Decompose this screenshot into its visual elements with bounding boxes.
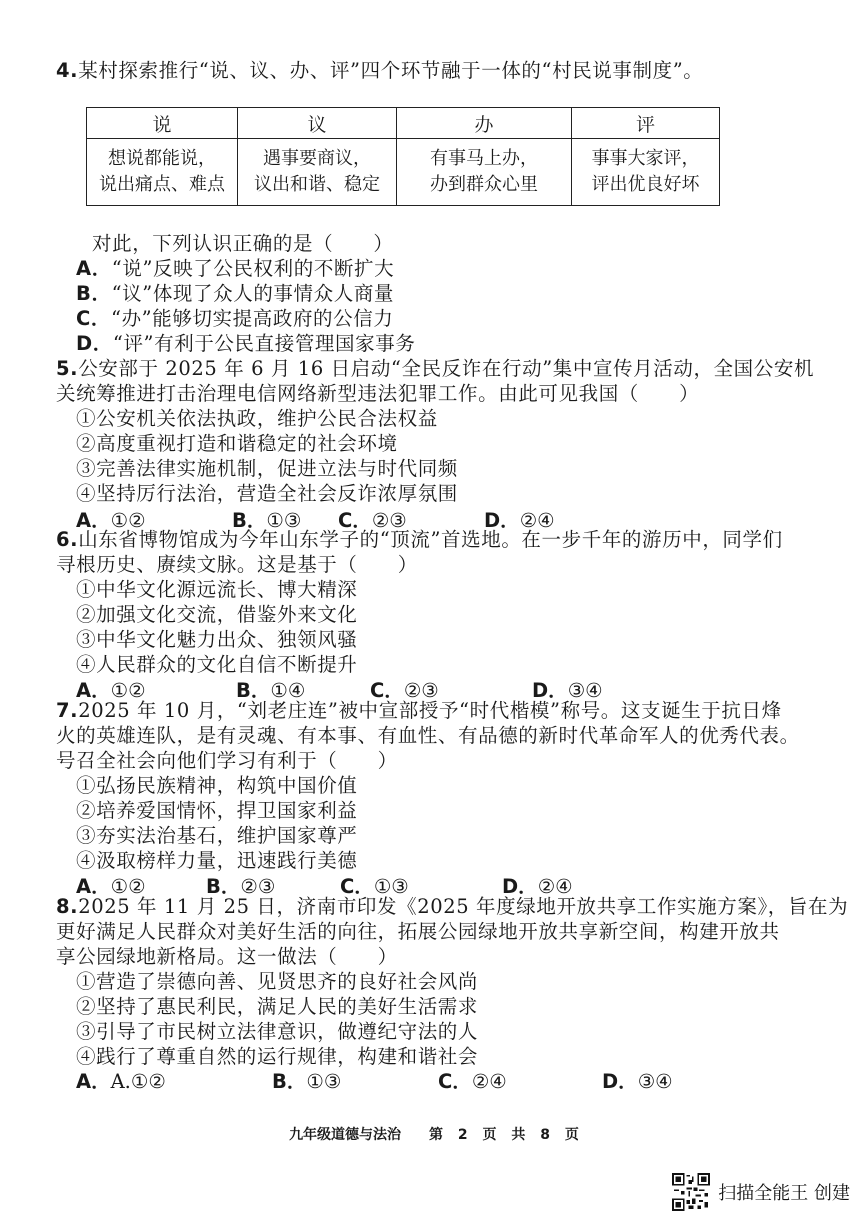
table-cell bbox=[87, 139, 238, 206]
option-letter: D． bbox=[484, 509, 520, 532]
answer-option[interactable] bbox=[76, 281, 394, 306]
choice-row bbox=[76, 1066, 776, 1091]
choice-d[interactable] bbox=[602, 1066, 673, 1094]
cell-line: 评出优良好坏 bbox=[591, 174, 700, 195]
village-rule-table bbox=[86, 107, 720, 206]
option-text: ③④ bbox=[567, 679, 603, 702]
table-row bbox=[87, 139, 720, 206]
table-header: 说 bbox=[87, 108, 238, 139]
option-text: “说”反映了公民权利的不断扩大 bbox=[111, 257, 395, 280]
table-header: 议 bbox=[238, 108, 397, 139]
cell-line: 说出痛点、难点 bbox=[99, 174, 225, 195]
option-letter: B． bbox=[272, 1070, 307, 1093]
option-letter: D． bbox=[76, 332, 113, 355]
option-text: “办”能够切实提高政府的公信力 bbox=[111, 307, 394, 330]
option-letter: B． bbox=[236, 679, 271, 702]
option-letter: C． bbox=[76, 307, 112, 330]
statement: ①营造了崇德向善、见贤思齐的良好社会风尚 bbox=[76, 970, 479, 993]
statement: ④人民群众的文化自信不断提升 bbox=[76, 653, 358, 676]
option-text: ①③ bbox=[306, 1070, 342, 1093]
option-text: A.①② bbox=[110, 1070, 166, 1093]
option-letter: B． bbox=[76, 282, 112, 305]
cell-line: 有事马上办， bbox=[430, 148, 538, 169]
option-letter: D． bbox=[602, 1070, 638, 1093]
question-text-line: 关统筹推进打击治理电信网络新型违法犯罪工作。由此可见我国（ ） bbox=[56, 382, 700, 405]
option-text: ②④ bbox=[471, 1070, 507, 1093]
question-text-line bbox=[56, 527, 826, 552]
answer-option[interactable] bbox=[76, 306, 393, 331]
statement: ②加强文化交流，借鉴外来文化 bbox=[76, 603, 358, 626]
table-cell bbox=[572, 139, 720, 206]
page-footer: 九年级道德与法治 第 2 页 共 8 页 bbox=[289, 1127, 579, 1143]
statement: ②高度重视打造和谐稳定的社会环境 bbox=[76, 432, 398, 455]
option-letter: B． bbox=[232, 509, 267, 532]
question-text: 山东省博物馆成为今年山东学子的“顶流”首选地。在一步千年的游历中，同学们 bbox=[78, 528, 783, 551]
question-text-line bbox=[56, 356, 826, 381]
watermark-text: 扫描全能王 创建 bbox=[718, 1183, 850, 1204]
option-text: ②④ bbox=[537, 875, 573, 898]
question-7 bbox=[56, 698, 826, 773]
question-4-prompt: 对此，下列认识正确的是（ ） bbox=[92, 232, 394, 255]
question-text: 2025 年 11 月 25 日，济南市印发《2025 年度绿地开放共享工作实施方案》，旨在为 bbox=[78, 895, 849, 918]
question-number: 8. bbox=[56, 895, 79, 918]
question-6 bbox=[56, 527, 826, 577]
option-text: ②④ bbox=[519, 509, 555, 532]
statement: ③引导了市民树立法律意识，做遵纪守法的人 bbox=[76, 1020, 479, 1043]
question-8 bbox=[56, 894, 849, 969]
question-text: 2025 年 10 月，“刘老庄连”被中宣部授予“时代楷模”称号。这支诞生于抗日烽 bbox=[78, 699, 782, 722]
choice-c[interactable] bbox=[438, 1066, 507, 1094]
option-text: ②③ bbox=[240, 875, 276, 898]
statement: ③中华文化魅力出众、独领风骚 bbox=[76, 628, 358, 651]
question-text: 公安部于 2025 年 6 月 16 日启动“全民反诈在行动”集中宣传月活动，全国公安机 bbox=[78, 357, 815, 380]
option-letter: D． bbox=[502, 875, 538, 898]
question-number: 5. bbox=[56, 357, 79, 380]
option-letter: C． bbox=[438, 1070, 472, 1093]
option-letter: C． bbox=[370, 679, 404, 702]
option-letter: A． bbox=[76, 679, 111, 702]
option-letter: A． bbox=[76, 1070, 111, 1093]
statement: ③完善法律实施机制，促进立法与时代同频 bbox=[76, 457, 458, 480]
question-text: 某村探索推行“说、议、办、评”四个环节融于一体的“村民说事制度”。 bbox=[78, 59, 704, 82]
option-letter: A． bbox=[76, 875, 111, 898]
table-cell bbox=[238, 139, 397, 206]
question-text-line: 号召全社会向他们学习有利于（ ） bbox=[56, 749, 398, 772]
question-text-line bbox=[56, 894, 849, 919]
answer-option[interactable] bbox=[76, 256, 394, 281]
option-text: ①③ bbox=[373, 875, 409, 898]
qr-code-icon bbox=[672, 1173, 710, 1211]
statement: ②坚持了惠民利民，满足人民的美好生活需求 bbox=[76, 995, 479, 1018]
statement: ④坚持厉行法治，营造全社会反诈浓厚氛围 bbox=[76, 482, 458, 505]
question-4 bbox=[56, 58, 826, 83]
option-letter: A． bbox=[76, 509, 111, 532]
statement: ①公安机关依法执政，维护公民合法权益 bbox=[76, 407, 438, 430]
cell-line: 想说都能说， bbox=[108, 148, 216, 169]
choice-row bbox=[76, 871, 776, 896]
option-letter: C． bbox=[338, 509, 372, 532]
option-text: ①④ bbox=[270, 679, 306, 702]
option-letter: C． bbox=[340, 875, 374, 898]
option-text: “评”有利于公民直接管理国家事务 bbox=[112, 332, 416, 355]
cell-line: 议出和谐、稳定 bbox=[254, 174, 380, 195]
question-number: 7. bbox=[56, 699, 79, 722]
question-text-line: 享公园绿地新格局。这一做法（ ） bbox=[56, 945, 398, 968]
question-4-stem bbox=[56, 58, 826, 83]
option-text: ②③ bbox=[403, 679, 439, 702]
statement: ④汲取榜样力量，迅速践行美德 bbox=[76, 849, 358, 872]
question-text-line: 寻根历史、赓续文脉。这是基于（ ） bbox=[56, 553, 418, 576]
question-5 bbox=[56, 356, 826, 406]
choice-a[interactable] bbox=[76, 1066, 166, 1094]
option-text: ②③ bbox=[371, 509, 407, 532]
choice-b[interactable] bbox=[272, 1066, 341, 1094]
statement: ①中华文化源远流长、博大精深 bbox=[76, 578, 358, 601]
question-number: 4. bbox=[56, 59, 79, 82]
choice-row bbox=[76, 675, 776, 700]
statement: ②培养爱国情怀，捍卫国家利益 bbox=[76, 799, 358, 822]
scanner-watermark bbox=[672, 1172, 850, 1212]
option-text: ③④ bbox=[637, 1070, 673, 1093]
cell-line: 事事大家评， bbox=[591, 148, 700, 169]
option-text: “议”体现了众人的事情众人商量 bbox=[111, 282, 395, 305]
option-text: ①③ bbox=[266, 509, 302, 532]
option-text: ①② bbox=[110, 875, 146, 898]
table-header: 办 bbox=[397, 108, 572, 139]
question-number: 6. bbox=[56, 528, 79, 551]
option-letter: D． bbox=[532, 679, 568, 702]
table-cell bbox=[397, 139, 572, 206]
table-header-row bbox=[87, 108, 720, 139]
statement: ④践行了尊重自然的运行规律，构建和谐社会 bbox=[76, 1045, 479, 1068]
statement: ①弘扬民族精神，构筑中国价值 bbox=[76, 774, 358, 797]
question-text-line: 更好满足人民群众对美好生活的向往，拓展公园绿地开放共享新空间，构建开放共 bbox=[56, 920, 780, 943]
option-letter: B． bbox=[206, 875, 241, 898]
option-text: ①② bbox=[110, 679, 146, 702]
option-text: ①② bbox=[110, 509, 146, 532]
question-text-line bbox=[56, 698, 826, 723]
table-header: 评 bbox=[572, 108, 720, 139]
answer-option[interactable] bbox=[76, 331, 415, 356]
option-letter: A． bbox=[76, 257, 112, 280]
question-text-line: 火的英雄连队，是有灵魂、有本事、有血性、有品德的新时代革命军人的优秀代表。 bbox=[56, 724, 800, 747]
cell-line: 办到群众心里 bbox=[430, 174, 538, 195]
cell-line: 遇事要商议， bbox=[263, 148, 371, 169]
statement: ③夯实法治基石，维护国家尊严 bbox=[76, 824, 358, 847]
